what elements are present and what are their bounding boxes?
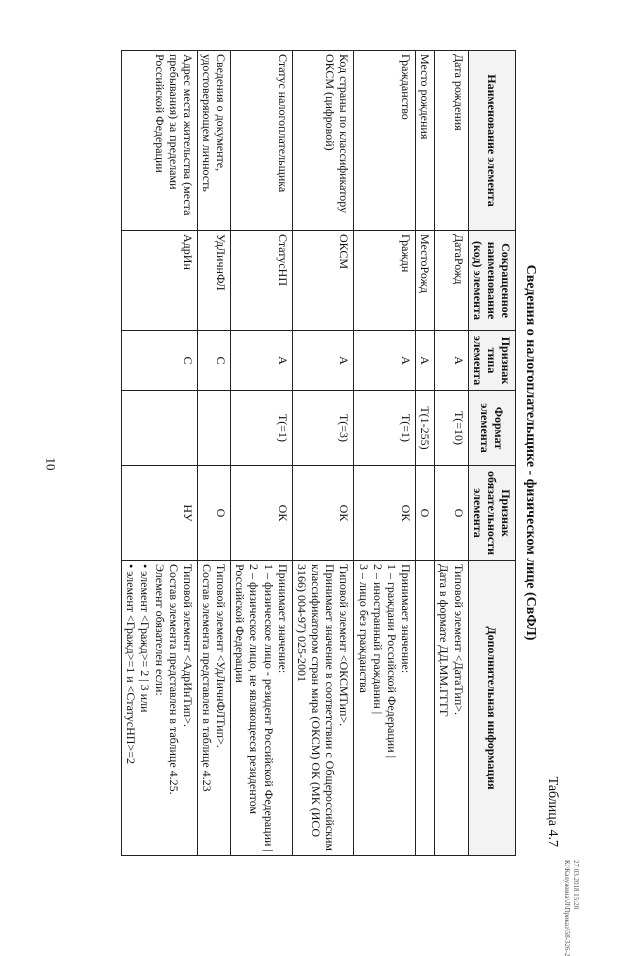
header-name: Наименование элемента [468,51,515,231]
data-table [121,50,516,856]
info-line: Состав элемента представлен в таблице 4.25. [166,564,181,795]
table-row [292,51,354,856]
cell-info [122,561,198,856]
info-line: • элемент <Гражд>= 2 | 3 или [138,564,153,713]
cell-code: ОКСМ [292,231,354,331]
header-type: Признак типа элемента [468,331,515,391]
cell-required: ОК [231,466,293,561]
cell-format: T(=1) [231,391,293,466]
table-row [122,51,198,856]
footer-date: 27.03.2018 15:20 [572,860,580,910]
cell-type: А [435,331,468,391]
header-required: Признак обязательности элемента [468,466,515,561]
cell-required: О [416,466,435,561]
cell-info [197,561,230,856]
cell-required: НУ [122,466,198,561]
header-code: Сокращенное наименование (код) элемента [468,231,515,331]
table-row [354,51,416,856]
info-line: 2 – физическое лицо, не являющееся резидентом Российской Федерации [233,564,262,815]
cell-format: T(=10) [435,391,468,466]
cell-info [435,561,468,856]
cell-name: Сведения о документе, удостоверяющем личность [197,51,230,231]
cell-info [231,561,293,856]
table-number: Таблица 4.7 [545,776,560,847]
rotated-document [124,50,560,855]
info-line: 1 – граждани Российской Федерации | [384,564,399,759]
info-line: Типовой элемент <УдЛичнФЛТип>. [214,564,229,748]
table-header-row [468,51,515,856]
info-line: Элемент обязателен если: [152,564,167,696]
cell-info [292,561,354,856]
info-line: 3 – лицо без гражданства [356,564,371,693]
cell-type: С [122,331,198,391]
page-number: 10 [43,457,59,471]
info-line: 2 – иностранный гражданин | [370,564,385,715]
table-row [435,51,468,856]
cell-name: Место рождения [416,51,435,231]
cell-required: О [435,466,468,561]
cell-code: Граждн [354,231,416,331]
cell-name: Гражданство [354,51,416,231]
cell-info [416,561,435,856]
cell-code: МестоРожд [416,231,435,331]
cell-format [122,391,198,466]
cell-type: А [416,331,435,391]
cell-format: T(=3) [292,391,354,466]
table-row [416,51,435,856]
cell-name: Статус налогоплательщика [231,51,293,231]
info-line: Принимает значение: [399,564,414,674]
footer-path: К:\Калужина\Л\Приказ\58-326-2 [562,860,571,956]
header-format: Формат элемента [468,391,515,466]
cell-required: ОК [354,466,416,561]
cell-type: А [292,331,354,391]
info-line: Типовой элемент <АдрИнТип>. [180,564,195,727]
cell-format [197,391,230,466]
table-title: Сведения о налогоплательщике - физическом лице (СвФЛ) [523,264,538,641]
cell-required: О [197,466,230,561]
cell-code: ДатаРожд [435,231,468,331]
cell-code: УдЛичнФЛ [197,231,230,331]
cell-name: Дата рождения [435,51,468,231]
cell-format: T(1-255) [416,391,435,466]
cell-info [354,561,416,856]
table-row [197,51,230,856]
cell-type: С [197,331,230,391]
info-line: Состав элемента представлен в таблице 4.23 [200,564,215,792]
info-line: Дата в формате ДД.ММ.ГГГГ [437,564,452,717]
footer-note [562,860,580,956]
info-line: Принимает значение: [275,564,290,674]
cell-type: А [231,331,293,391]
cell-format: T(=1) [354,391,416,466]
info-line: • элемент <Гражд>=1 и <СтатусНП>=2 [124,564,139,764]
cell-type: А [354,331,416,391]
table-row [231,51,293,856]
info-line: Принимает значение в соответствии с Общероссийским классификатором стран мира (ОКСМ) ОК (МК (ИСО 3166) 004-97) 025-2001 [294,564,338,851]
cell-name: Адрес места жительства (места пребывания) за пределами Российской Федерации [122,51,198,231]
info-line: Типовой элемент <ДатаТип>. [451,564,466,716]
cell-code: СтатусНП [231,231,293,331]
cell-name: Код страны по классификатору ОКСМ (цифровой) [292,51,354,231]
cell-required: ОК [292,466,354,561]
info-line: Типовой элемент <ОКСМТип>. [337,564,352,727]
header-info: Дополнительная информация [468,561,515,856]
info-line: 1 – физическое лицо - резидент Российской Федерации | [261,564,276,852]
cell-code: АдрИн [122,231,198,331]
